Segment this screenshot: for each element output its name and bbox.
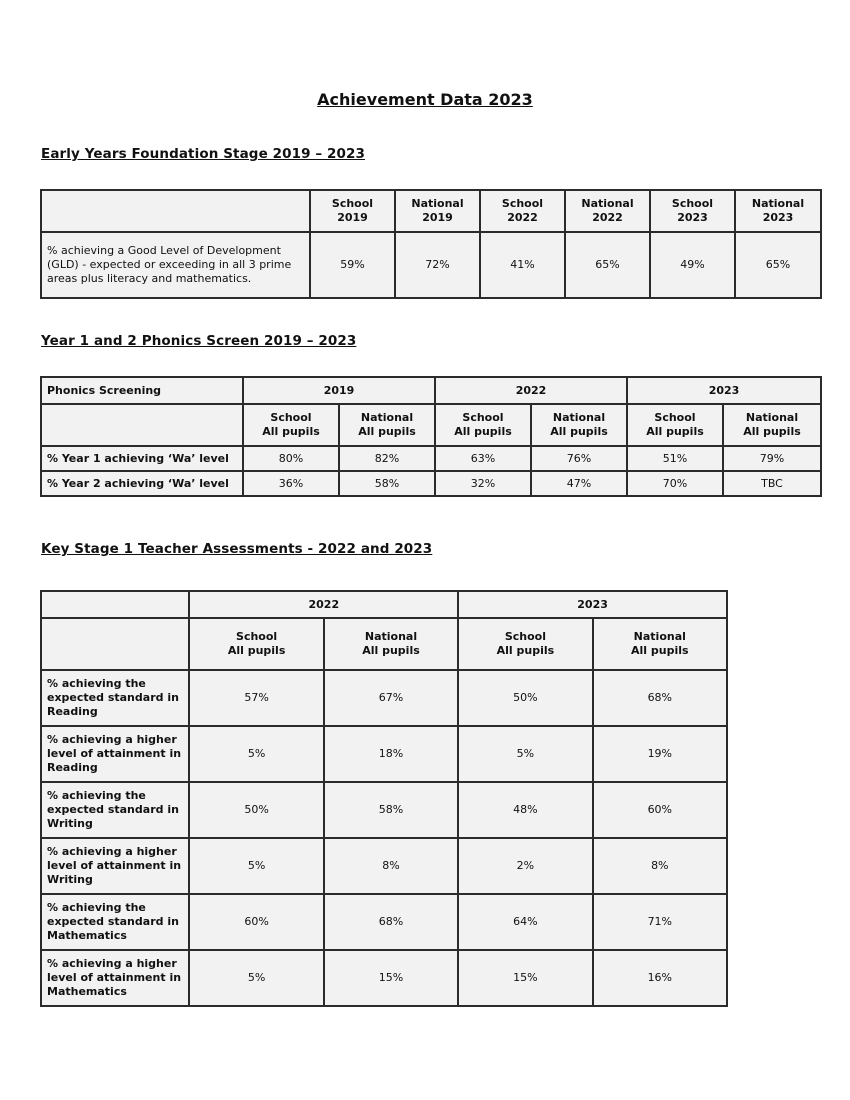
column-header: National All pupils [339, 404, 435, 446]
table-row [41, 232, 821, 298]
value-cell: 5% [189, 838, 323, 894]
year-header: 2023 [627, 377, 821, 404]
value-cell: 5% [189, 950, 323, 1006]
page-title: Achievement Data 2023 [317, 90, 533, 109]
column-header: School 2022 [480, 190, 565, 232]
value-cell: 8% [593, 838, 727, 894]
ks1-table [40, 590, 728, 1007]
column-header: School 2023 [650, 190, 735, 232]
value-cell: 5% [458, 726, 592, 782]
table-row [41, 446, 821, 471]
corner-cell [41, 591, 189, 618]
column-header: National 2023 [735, 190, 821, 232]
value-cell: 48% [458, 782, 592, 838]
value-cell: 60% [593, 782, 727, 838]
value-cell: 80% [243, 446, 339, 471]
column-header: National 2019 [395, 190, 480, 232]
value-cell: TBC [723, 471, 821, 496]
value-cell: 2% [458, 838, 592, 894]
value-cell: 50% [458, 670, 592, 726]
value-cell: 5% [189, 726, 323, 782]
column-header: National All pupils [531, 404, 627, 446]
table-header-row [41, 190, 821, 232]
value-cell: 72% [395, 232, 480, 298]
column-header: School All pupils [627, 404, 723, 446]
row-label: % achieving a Good Level of Development (GLD) - expected or exceeding in all 3 prime areas plus literacy and mathematics. [41, 232, 310, 298]
column-header: National All pupils [723, 404, 821, 446]
table-row [41, 726, 727, 782]
value-cell: 58% [324, 782, 458, 838]
value-cell: 71% [593, 894, 727, 950]
value-cell: 68% [593, 670, 727, 726]
value-cell: 82% [339, 446, 435, 471]
value-cell: 65% [565, 232, 650, 298]
corner-label: Phonics Screening [41, 377, 243, 404]
value-cell: 63% [435, 446, 531, 471]
value-cell: 57% [189, 670, 323, 726]
table-row [41, 838, 727, 894]
phonics-heading: Year 1 and 2 Phonics Screen 2019 – 2023 [41, 333, 357, 349]
year-header-row [41, 591, 727, 618]
value-cell: 58% [339, 471, 435, 496]
value-cell: 79% [723, 446, 821, 471]
value-cell: 70% [627, 471, 723, 496]
value-cell: 15% [324, 950, 458, 1006]
row-label: % achieving the expected standard in Writing [41, 782, 189, 838]
value-cell: 67% [324, 670, 458, 726]
value-cell: 51% [627, 446, 723, 471]
year-header: 2019 [243, 377, 435, 404]
year-header-row [41, 377, 821, 404]
value-cell: 32% [435, 471, 531, 496]
value-cell: 60% [189, 894, 323, 950]
value-cell: 15% [458, 950, 592, 1006]
table-row [41, 471, 821, 496]
corner-cell [41, 190, 310, 232]
value-cell: 36% [243, 471, 339, 496]
column-header: School All pupils [243, 404, 339, 446]
row-label: % achieving the expected standard in Reading [41, 670, 189, 726]
year-header: 2022 [435, 377, 627, 404]
value-cell: 65% [735, 232, 821, 298]
value-cell: 59% [310, 232, 395, 298]
value-cell: 18% [324, 726, 458, 782]
row-label: % achieving the expected standard in Mathematics [41, 894, 189, 950]
corner-cell [41, 618, 189, 670]
table-row [41, 894, 727, 950]
value-cell: 49% [650, 232, 735, 298]
ks1-heading: Key Stage 1 Teacher Assessments - 2022 and 2023 [41, 541, 433, 557]
value-cell: 8% [324, 838, 458, 894]
eyfs-table [40, 189, 822, 299]
row-label: % achieving a higher level of attainment in Writing [41, 838, 189, 894]
column-header: National All pupils [593, 618, 727, 670]
column-header: School All pupils [189, 618, 323, 670]
subheader-row [41, 404, 821, 446]
value-cell: 16% [593, 950, 727, 1006]
row-label: % Year 2 achieving ‘Wa’ level [41, 471, 243, 496]
column-header: School All pupils [458, 618, 592, 670]
column-header: National 2022 [565, 190, 650, 232]
column-header: National All pupils [324, 618, 458, 670]
value-cell: 50% [189, 782, 323, 838]
year-header: 2023 [458, 591, 727, 618]
phonics-table [40, 376, 822, 497]
table-row [41, 782, 727, 838]
value-cell: 19% [593, 726, 727, 782]
year-header: 2022 [189, 591, 458, 618]
eyfs-heading: Early Years Foundation Stage 2019 – 2023 [41, 146, 366, 162]
value-cell: 76% [531, 446, 627, 471]
value-cell: 68% [324, 894, 458, 950]
table-row [41, 950, 727, 1006]
row-label: % achieving a higher level of attainment in Reading [41, 726, 189, 782]
value-cell: 47% [531, 471, 627, 496]
value-cell: 64% [458, 894, 592, 950]
row-label: % achieving a higher level of attainment in Mathematics [41, 950, 189, 1006]
row-label: % Year 1 achieving ‘Wa’ level [41, 446, 243, 471]
table-row [41, 670, 727, 726]
corner-cell [41, 404, 243, 446]
column-header: School 2019 [310, 190, 395, 232]
column-header: School All pupils [435, 404, 531, 446]
subheader-row [41, 618, 727, 670]
value-cell: 41% [480, 232, 565, 298]
